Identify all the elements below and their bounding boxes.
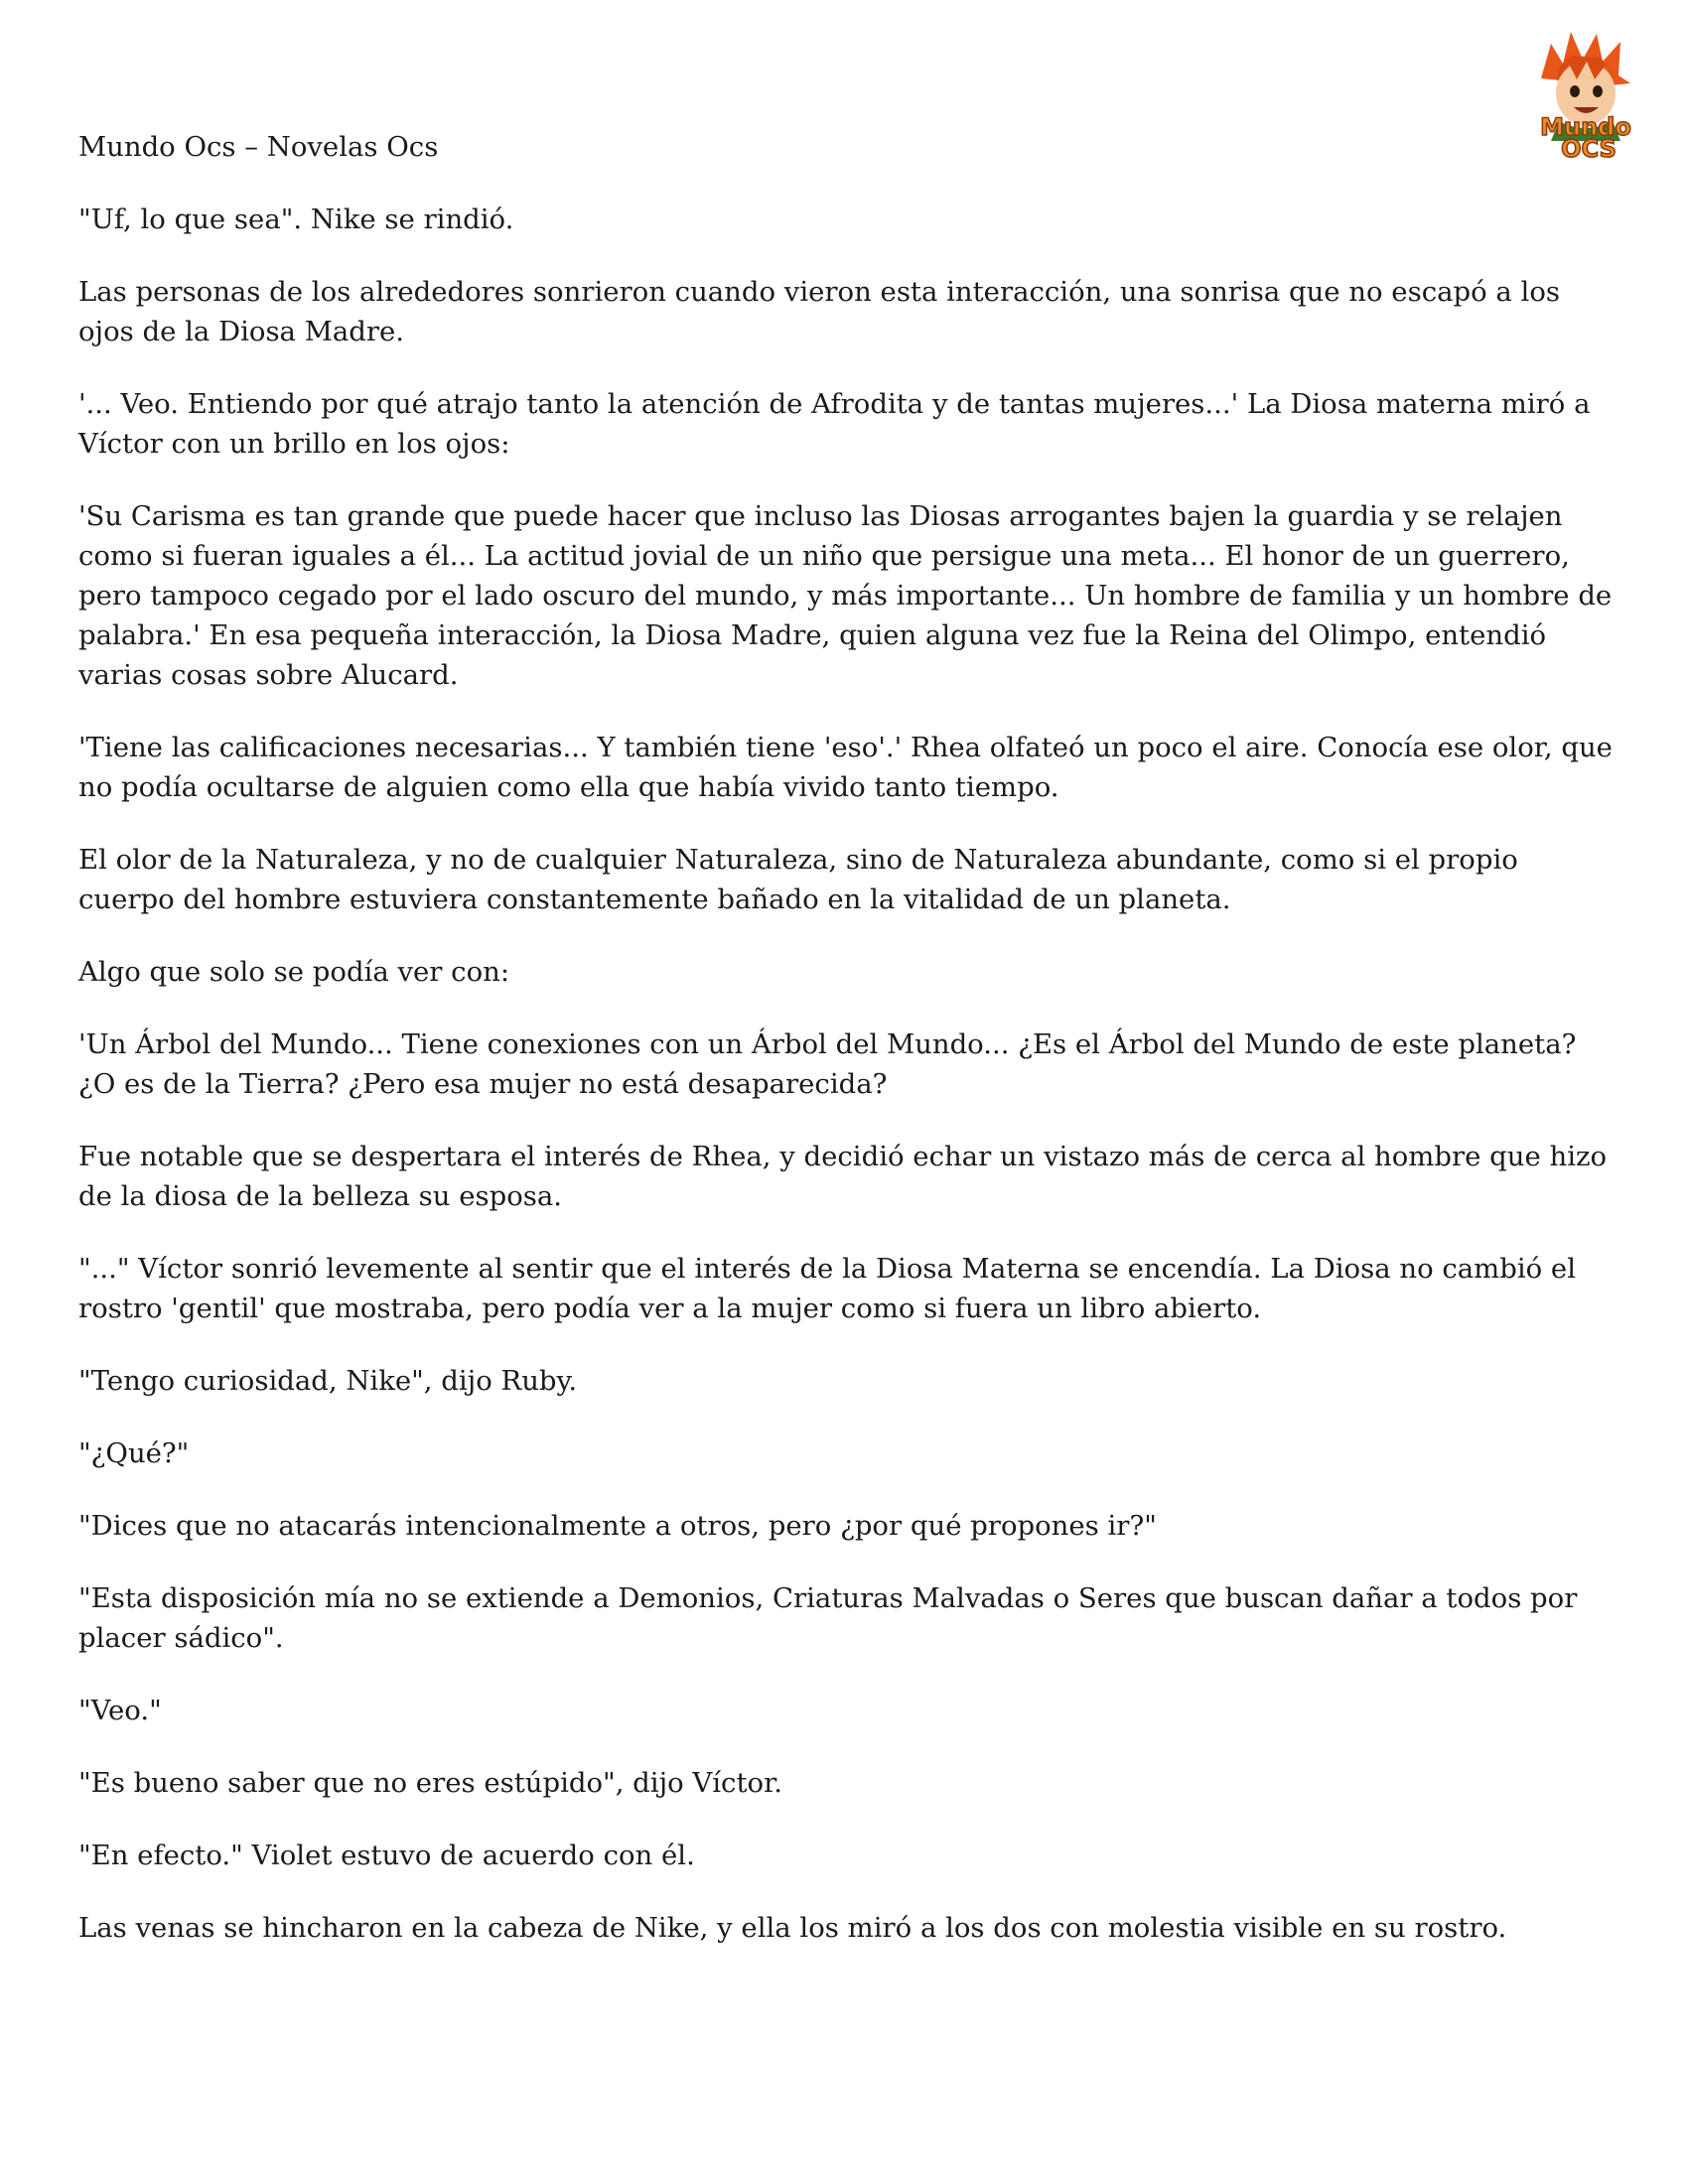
- paragraph: "Esta disposición mía no se extiende a Demonios, Criaturas Malvadas o Seres que buscan dañar a todos por placer sádico".: [78, 1582, 1578, 1654]
- paragraph: 'Tiene las calificaciones necesarias... Y también tiene 'eso'.' Rhea olfateó un poco el aire. Conocía ese olor, que no podía ocultarse de alguien como ella que había vivido tanto tiempo.: [78, 732, 1613, 803]
- paragraph: Algo que solo se podía ver con:: [78, 956, 510, 988]
- paragraph: Fue notable que se despertara el interés de Rhea, y decidió echar un vistazo más de cerca al hombre que hizo de la diosa de la belleza su esposa.: [78, 1141, 1608, 1212]
- logo-text-line1: Mundo: [1540, 113, 1631, 141]
- paragraph: "Veo.": [78, 1695, 162, 1726]
- logo-text-line2: OCS: [1561, 135, 1617, 163]
- paragraph: "En efecto." Violet estuvo de acuerdo con él.: [78, 1840, 695, 1871]
- document-header: Mundo Ocs – Novelas Ocs: [78, 131, 439, 163]
- paragraph: Las personas de los alrededores sonrieron cuando vieron esta interacción, una sonrisa que no escapó a los ojos de la Diosa Madre.: [78, 276, 1560, 347]
- document-body: [78, 127, 1619, 1980]
- paragraph: El olor de la Naturaleza, y no de cualquier Naturaleza, sino de Naturaleza abundante, como si el propio cuerpo del hombre estuviera constantemente bañado en la vitalidad de un planeta.: [78, 844, 1518, 915]
- paragraph: "Uf, lo que sea". Nike se rindió.: [78, 204, 514, 235]
- paragraph: 'Su Carisma es tan grande que puede hacer que incluso las Diosas arrogantes bajen la guardia y se relajen como si fueran iguales a él... La actitud jovial de un niño que persigue una meta... El honor de un guerrero, pero tampoco cegado por el lado oscuro del mundo, y más importante... Un hombre de familia y un hombre de palabra.' En esa pequeña interacción, la Diosa Madre, quien alguna vez fue la Reina del Olimpo, entendió varias cosas sobre Alucard.: [78, 500, 1613, 691]
- paragraph: 'Un Árbol del Mundo... Tiene conexiones con un Árbol del Mundo... ¿Es el Árbol del Mundo de este planeta? ¿O es de la Tierra? ¿Pero esa mujer no está desaparecida?: [78, 1028, 1577, 1100]
- paragraph: '... Veo. Entiendo por qué atrajo tanto la atención de Afrodita y de tantas mujeres...' La Diosa materna miró a Víctor con un brillo en los ojos:: [78, 388, 1591, 460]
- paragraph: "¿Qué?": [78, 1437, 190, 1469]
- paragraph: Las venas se hincharon en la cabeza de Nike, y ella los miró a los dos con molestia visible en su rostro.: [78, 1912, 1507, 1944]
- paragraph: "Es bueno saber que no eres estúpido", dijo Víctor.: [78, 1767, 782, 1799]
- paragraph: "Dices que no atacarás intencionalmente a otros, pero ¿por qué propones ir?": [78, 1510, 1157, 1542]
- paragraph: "Tengo curiosidad, Nike", dijo Ruby.: [78, 1365, 578, 1397]
- paragraph: "..." Víctor sonrió levemente al sentir que el interés de la Diosa Materna se encendía. La Diosa no cambió el rostro 'gentil' que mostraba, pero podía ver a la mujer como si fuera un libro abierto.: [78, 1253, 1577, 1324]
